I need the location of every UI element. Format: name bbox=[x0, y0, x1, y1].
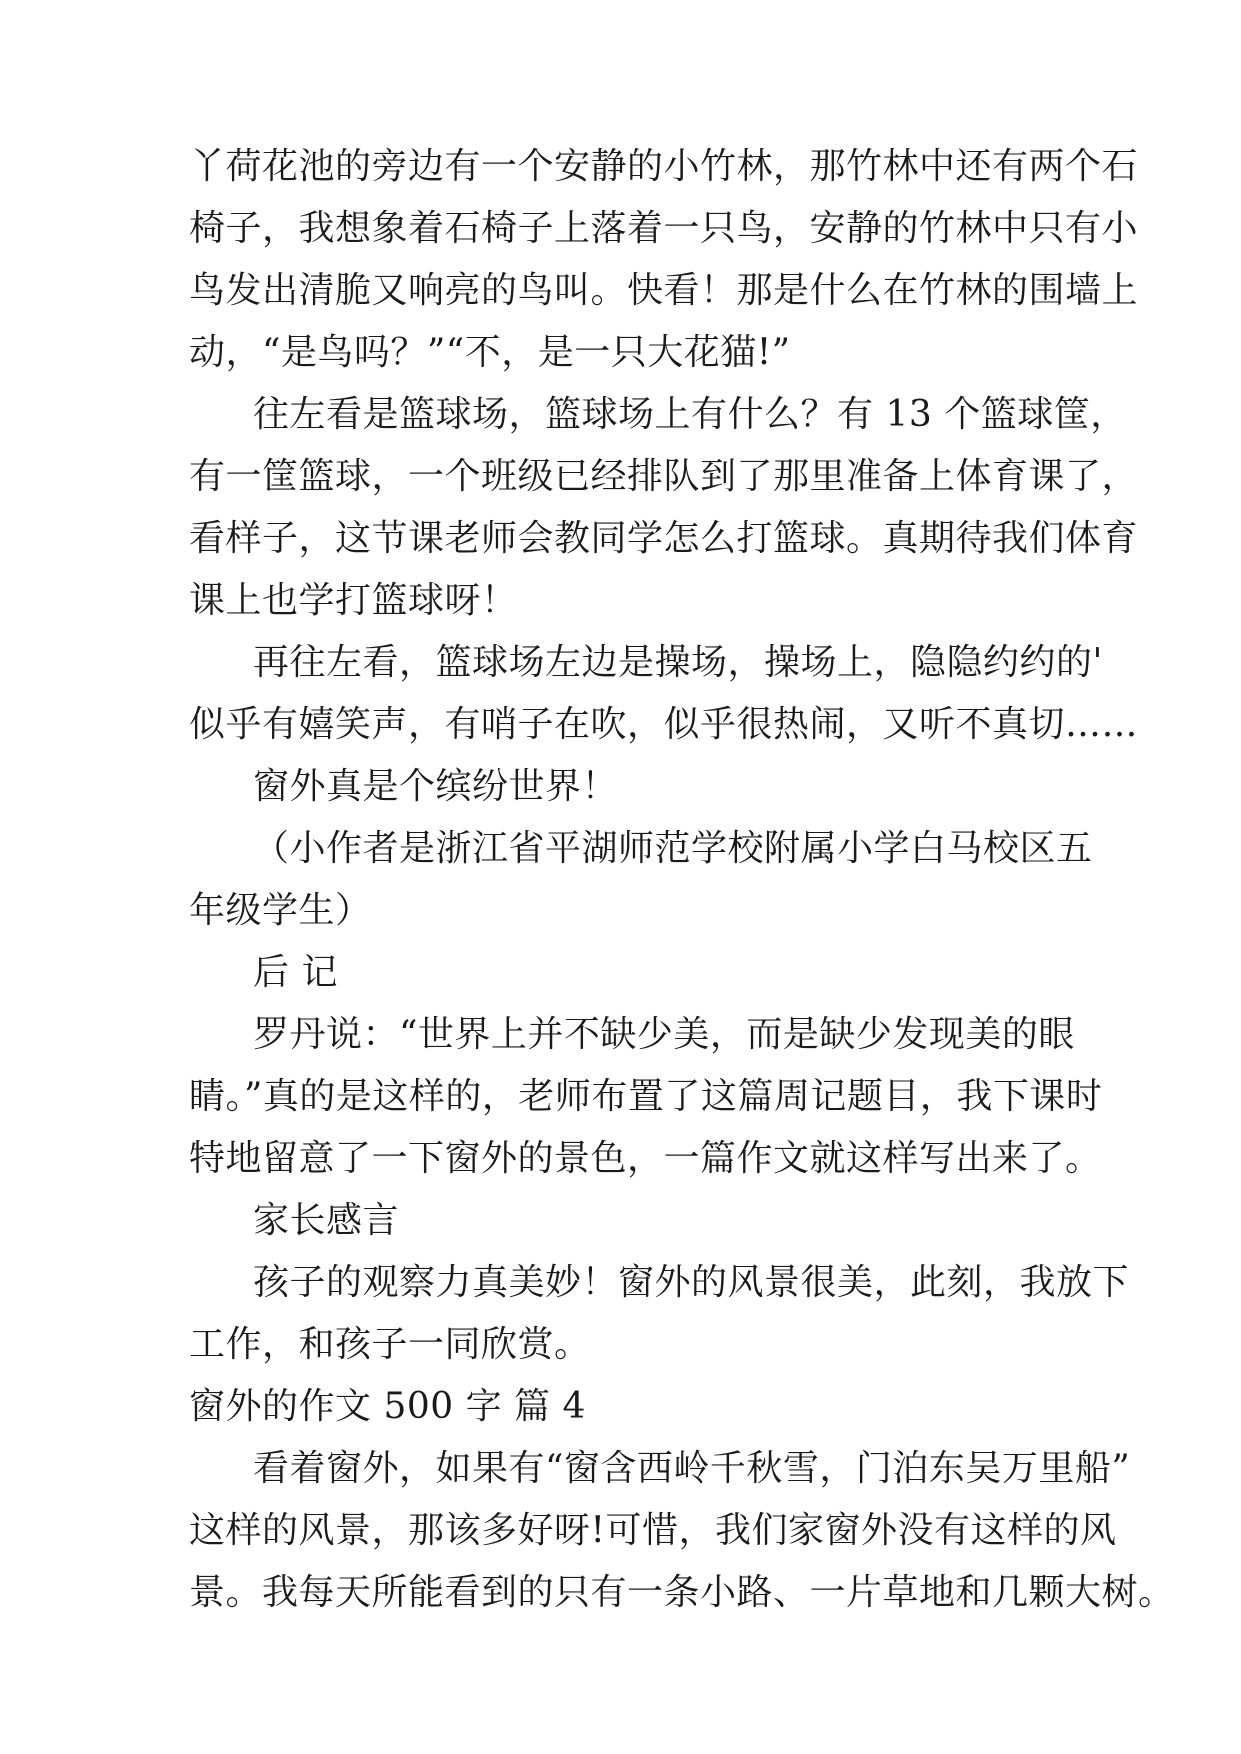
text-line: 似乎有嬉笑声，有哨子在吹，似乎很热闹，又听不真切…… bbox=[189, 704, 1139, 745]
text-line: 课上也学打篮球呀！ bbox=[189, 580, 518, 621]
text-line: 工作，和孩子一同欣赏。 bbox=[189, 1324, 591, 1365]
text-line: 鸟发出清脆又响亮的鸟叫。快看！那是什么在竹林的围墙上 bbox=[189, 270, 1139, 311]
text-line: 特地留意了一下窗外的景色，一篇作文就这样写出来了。 bbox=[189, 1138, 1102, 1179]
text-line: （小作者是浙江省平湖师范学校附属小学白马校区五 bbox=[253, 828, 1093, 869]
text-line: 看样子，这节课老师会教同学怎么打篮球。真期待我们体育 bbox=[189, 518, 1139, 559]
text-line: 往左看是篮球场，篮球场上有什么？有 13 个篮球筐， bbox=[253, 394, 1127, 435]
text-line: 这样的风景，那该多好呀!可惜，我们家窗外没有这样的风 bbox=[189, 1510, 1117, 1551]
text-line: 窗外真是个缤纷世界！ bbox=[253, 766, 619, 807]
text-line: 罗丹说：“世界上并不缺少美，而是缺少发现美的眼 bbox=[253, 1014, 1075, 1055]
section-heading: 家长感言 bbox=[253, 1200, 400, 1241]
section-heading: 后 记 bbox=[253, 952, 338, 993]
text-line: 丫荷花池的旁边有一个安静的小竹林，那竹林中还有两个石 bbox=[189, 146, 1139, 187]
text-line: 看着窗外，如果有“窗含西岭千秋雪，门泊东吴万里船” bbox=[253, 1448, 1131, 1489]
text-line: 有一筐篮球，一个班级已经排队到了那里准备上体育课了， bbox=[189, 456, 1139, 497]
text-line: 椅子，我想象着石椅子上落着一只鸟，安静的竹林中只有小 bbox=[189, 208, 1139, 249]
text-line: 年级学生） bbox=[189, 890, 372, 931]
text-line: 动，“是鸟吗？”“不，是一只大花猫!” bbox=[189, 332, 791, 373]
text-line: 睛。”真的是这样的，老师布置了这篇周记题目，我下课时 bbox=[189, 1076, 1103, 1117]
text-line: 景。我每天所能看到的只有一条小路、一片草地和几颗大树。 bbox=[189, 1572, 1175, 1613]
text-line: 孩子的观察力真美妙！窗外的风景很美，此刻，我放下 bbox=[253, 1262, 1130, 1303]
text-line: 再往左看，篮球场左边是操场，操场上，隐隐约约的' bbox=[253, 642, 1103, 683]
article-title: 窗外的作文 500 字 篇 4 bbox=[189, 1386, 586, 1427]
